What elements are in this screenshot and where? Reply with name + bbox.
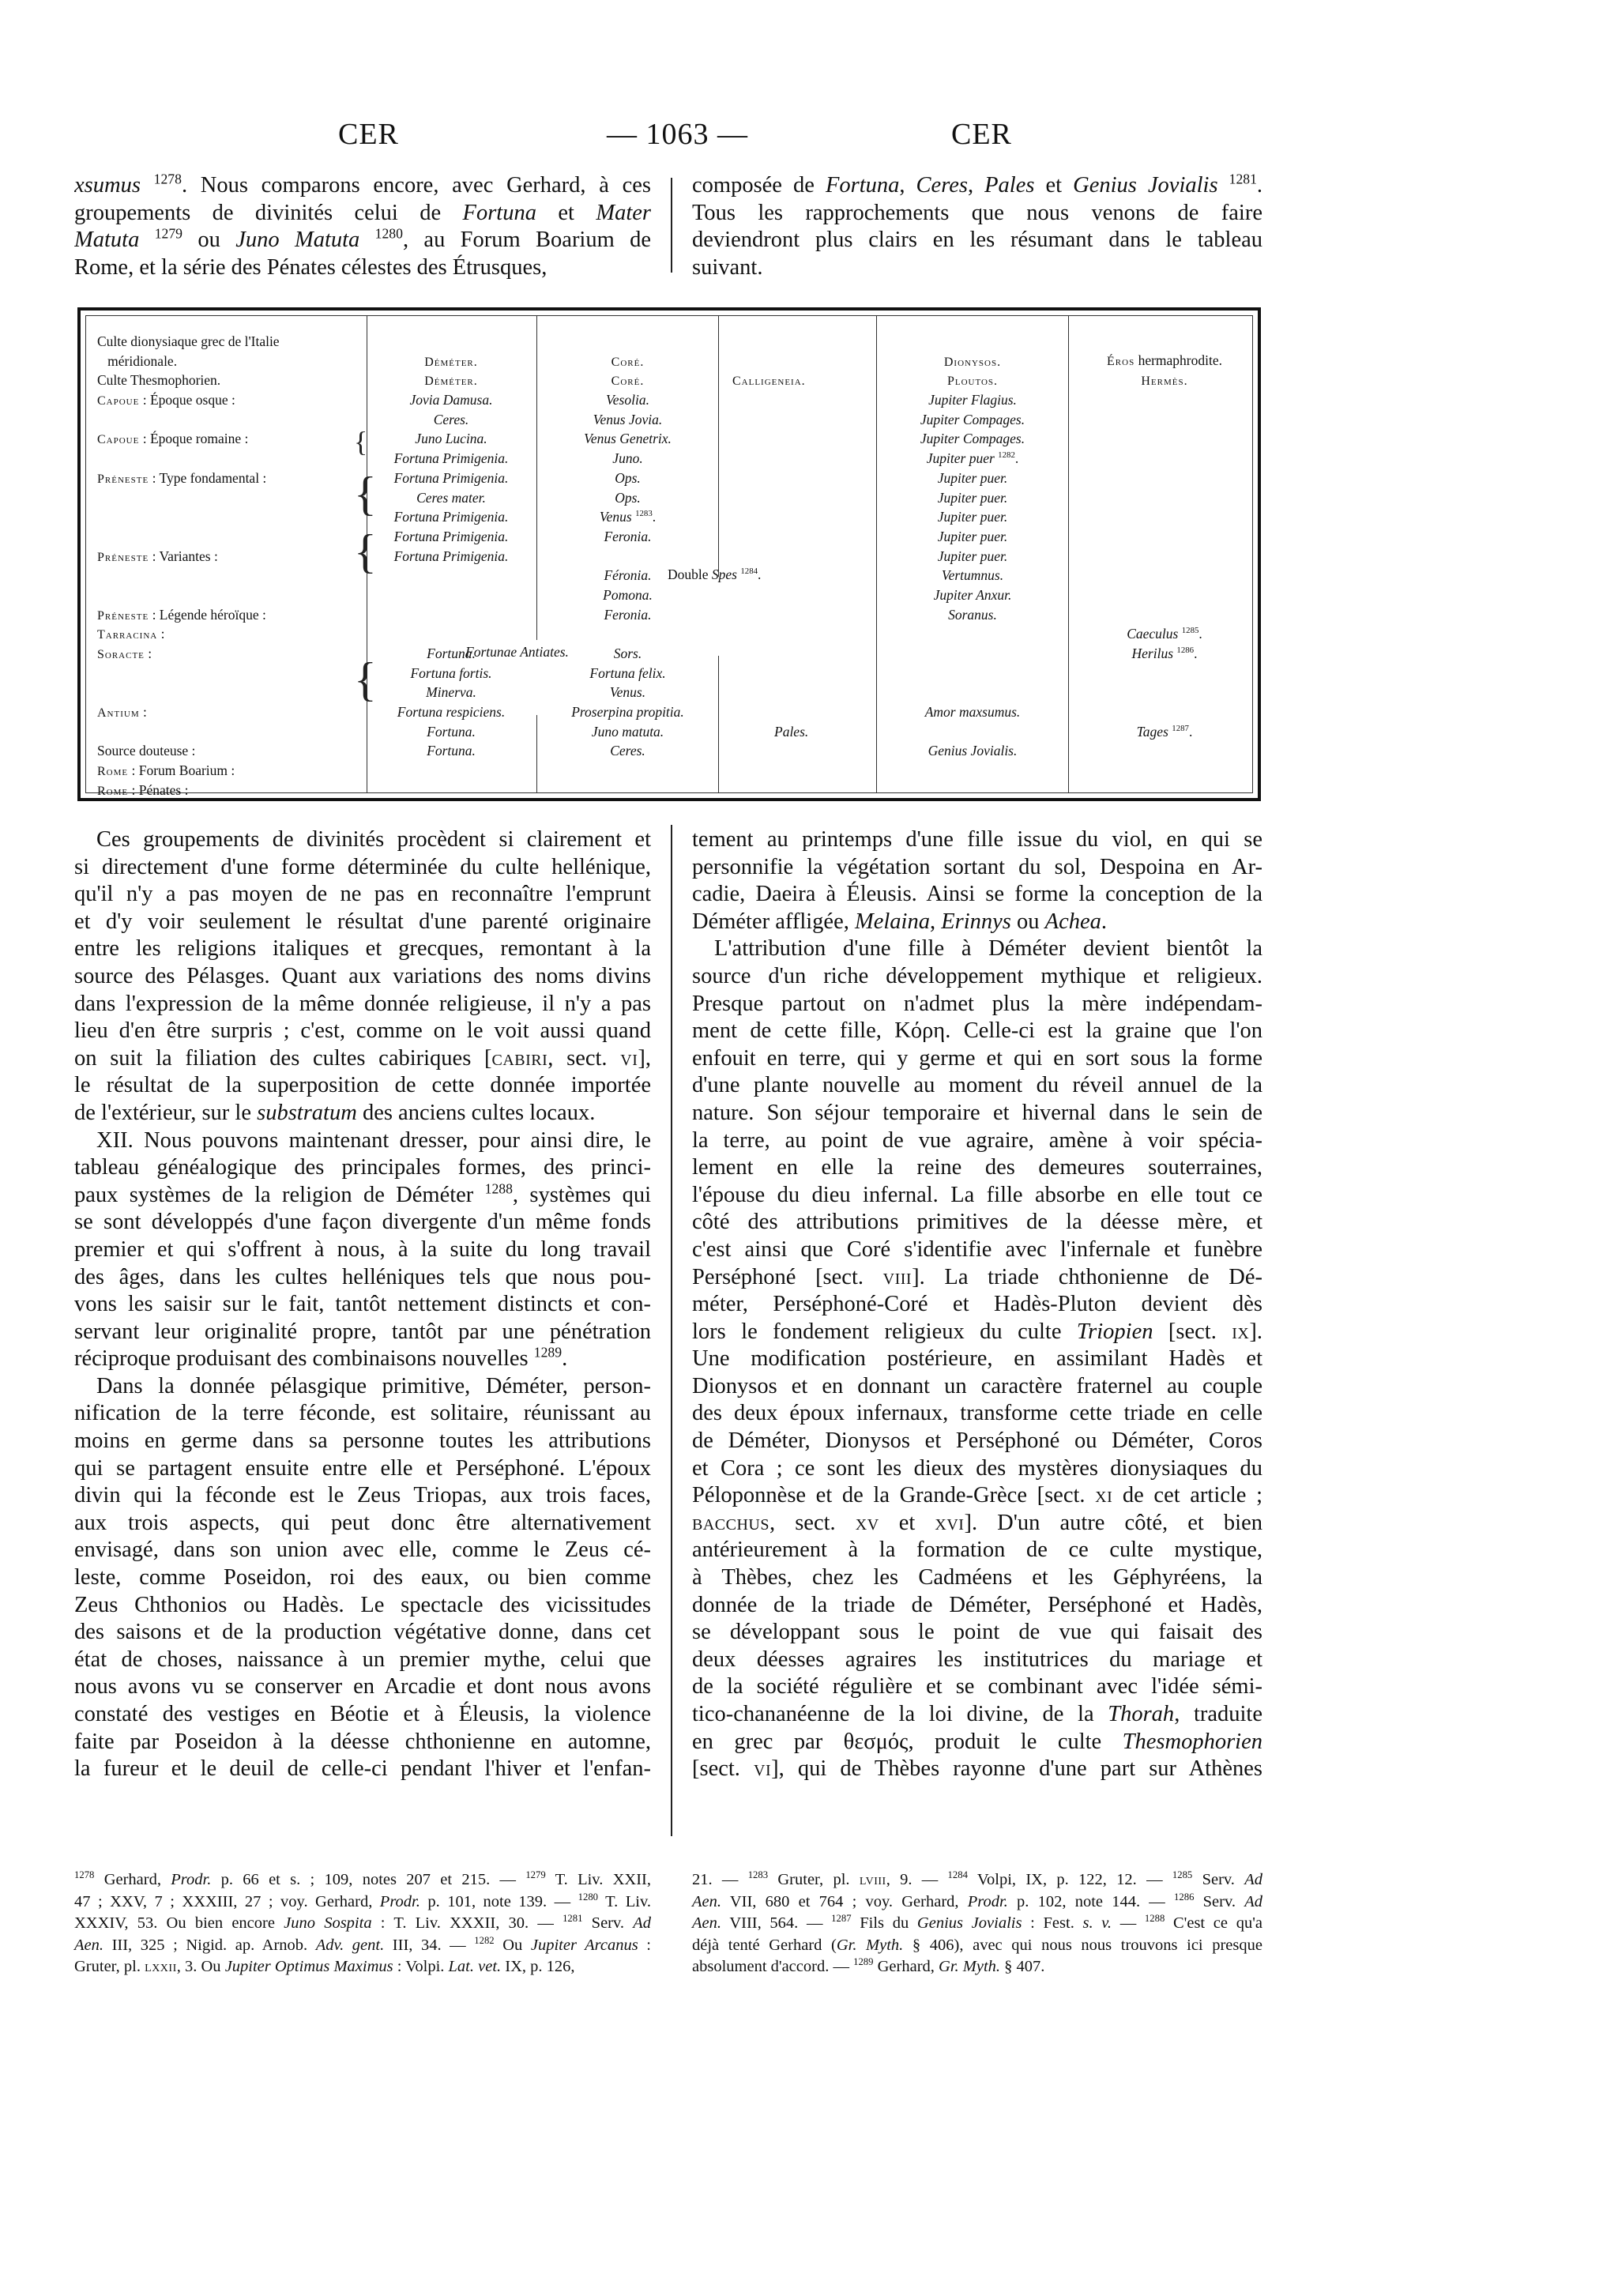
table-dionysos-cell: Jupiter puer.	[937, 489, 1008, 506]
table-dionysos-cell	[882, 683, 1063, 702]
footnote-right-line: absolument d'accord. — $^{1289}$ Gerhard, Gr. Myth. § 407.	[692, 1956, 1045, 1975]
left-column-line: si directement d'une forme déterminée du culte hellénique,	[74, 854, 651, 879]
table-core-cell: Coré.	[611, 375, 645, 389]
table-label-cell	[97, 488, 280, 508]
left-column-line: paux systèmes de la religion de Déméter $^{1288}$, systèmes qui	[74, 1181, 651, 1207]
right-column-line: Péloponnèse et de la Grande-Grèce [sect. xi de cet article ;	[692, 1483, 1262, 1508]
table-core-cell: Juno.	[612, 450, 643, 467]
top-right-line: deviendront plus clairs en les résumant dans le tableau	[692, 228, 1262, 253]
left-column-line: on suit la filiation des cultes cabiriques [cabiri, sect. vi],	[74, 1045, 651, 1071]
right-column-line: Perséphoné [sect. viii]. La triade chthonienne de Dé-	[692, 1264, 1262, 1289]
right-column-line: côté des attributions primitives de la déesse mère, et	[692, 1210, 1262, 1235]
table-dionysos-cell	[882, 644, 1063, 664]
table-demeter-cell: Fortuna Primigenia.	[393, 469, 509, 486]
column-rule-top	[671, 178, 672, 273]
left-column-line: se sont développés d'une façon divergente d'un même fonds	[74, 1210, 651, 1235]
table-dionysos-cell: Ploutos.	[946, 375, 999, 389]
table-demeter-cell	[372, 624, 530, 644]
table-eros-cell: Herilus $^{1286}$.	[1131, 646, 1198, 661]
table-dionysos-cell: Jupiter puer.	[937, 509, 1008, 525]
table-demeter-cell: Fortuna.	[427, 646, 476, 661]
footnote-left-line: $^{1278}$ Gerhard, Prodr. p. 66 et s. ; 109, notes 207 et 215. — $^{1279}$ T. Liv. XXII,	[74, 1869, 651, 1888]
footnotes-left	[74, 1869, 651, 1978]
table-core-cell: Feronia.	[604, 606, 652, 623]
top-right-line: composée de Fortuna, Ceres, Pales et Genius Jovialis $^{1281}$.	[692, 172, 1262, 198]
table-pales: Pales.	[774, 724, 809, 740]
table-dionysos-cell: Jupiter puer $^{1282}$.	[926, 450, 1019, 467]
top-right-line: Tous les rapprochements que nous venons de faire	[692, 200, 1262, 225]
table-rule-3b	[718, 656, 719, 792]
top-left-line: Rome, et la série des Pénates célestes des Étrusques,	[74, 254, 547, 280]
left-column-line: XII. Nous pouvons maintenant dresser, pour ainsi dire, le	[96, 1127, 651, 1153]
right-column-line: se développant sous le point de vue qui faisait des	[692, 1620, 1262, 1645]
table-demeter-cell: Déméter.	[424, 355, 478, 369]
table-demeter-cell: Déméter.	[424, 375, 478, 389]
table-label-cell: Préneste : Légende héroïque :	[97, 606, 266, 623]
left-column-line: moins en germe dans sa personne toutes les attributions	[74, 1428, 651, 1454]
right-column-line: lement en elle la reine des demeures souterraines,	[692, 1155, 1262, 1180]
table-label-cell	[97, 507, 280, 527]
right-column-text	[692, 826, 1262, 1783]
left-column-line: leste, comme Poseidon, roi des eaux, ou bien comme	[74, 1565, 651, 1590]
table-label-cell	[97, 585, 280, 605]
table-dionysos-cell	[882, 624, 1063, 644]
right-column-line: et Cora ; ce sont les dieux des mystères dionysiaques du	[692, 1455, 1262, 1481]
right-column-line: Presque partout on n'admet plus la mère indépendam-	[692, 991, 1262, 1016]
right-column-line: antérieurement à la formation de ce culte mystique,	[692, 1538, 1262, 1563]
top-left-line: xsumus $^{1278}$. Nous comparons encore, avec Gerhard, à ces	[74, 172, 651, 198]
right-column-line: lors le fondement religieux du culte Triopien [sect. ix].	[692, 1319, 1262, 1344]
table-dionysos-cell: Jupiter puer.	[937, 469, 1008, 486]
table-label-cell: Capoue : Époque osque :	[97, 392, 235, 408]
left-column-line: premier et qui s'offrent à nous, à la suite du long travail	[74, 1236, 651, 1262]
left-column-line: dans l'expression de la même donnée religieuse, il n'y a pas	[74, 991, 651, 1016]
right-column-line: L'attribution d'une fille à Déméter devient bientôt la	[714, 936, 1262, 962]
footnote-right-line: 21. — $^{1283}$ Gruter, pl. lviii, 9. — $^{1284}$ Volpi, IX, p. 122, 12. — $^{1285}$ Serv. Ad	[692, 1869, 1262, 1888]
table-demeter-cell: Fortuna respiciens.	[397, 704, 506, 721]
table-label-cell	[97, 527, 280, 547]
left-column-line: le résultat de la superposition de cette donnée importée	[74, 1073, 651, 1098]
table-dionysos-cell	[882, 332, 1063, 352]
right-column-line: méter, Perséphoné-Coré et Hadès-Pluton devient dès	[692, 1292, 1262, 1317]
table-core-cell: Sors.	[613, 646, 642, 661]
table-label-cell: Source douteuse :	[97, 743, 196, 759]
running-head-right: CER	[951, 118, 1012, 151]
table-dionysos-cell: Genius Jovialis.	[928, 743, 1018, 759]
table-double-spes: Double Spes $^{1284}$.	[668, 566, 762, 582]
table-core-cell: Venus Genetrix.	[584, 431, 672, 447]
table-core-cell: Fortuna felix.	[589, 664, 666, 681]
table-eros-cell: Éros hermaphrodite.	[1107, 352, 1222, 368]
right-column-line: donnée de la triade de Déméter, Perséphoné et Hadès,	[692, 1592, 1262, 1617]
left-column-line: vons les saisir sur le fait, tantôt nettement distincts et con-	[74, 1292, 651, 1317]
right-column-line: de la société régulière et se combinant avec l'idée sémi-	[692, 1674, 1262, 1699]
table-label-cell: Capoue : Époque romaine :	[97, 431, 249, 447]
footnote-right-line: déjà tenté Gerhard (Gr. Myth. § 406), avec qui nous nous trouvons ici presque	[692, 1936, 1262, 1954]
table-calligeneia: Calligeneia.	[732, 375, 806, 388]
table-core-cell: Proserpina propitia.	[571, 704, 684, 721]
table-demeter-cell: Fortuna fortis.	[410, 664, 492, 681]
table-demeter-cell	[372, 332, 530, 352]
table-label-cell: Soracte :	[97, 646, 152, 661]
right-column-line: des deux époux infernaux, transforme cette triade en celle	[692, 1401, 1262, 1426]
table-core-cell	[543, 624, 713, 644]
footnote-left-line: Aen. III, 325 ; Nigid. ap. Arnob. Adv. gent. III, 34. — $^{1282}$ Ou Jupiter Arcanus :	[74, 1934, 651, 1954]
table-label-cell: Rome : Pénates :	[97, 781, 189, 798]
table-label-cell	[97, 722, 280, 742]
table-dionysos-cell: Jupiter Compages.	[920, 411, 1025, 427]
right-column-line: tico-chananéenne de la loi divine, de la Thorah, traduite	[692, 1702, 1262, 1726]
table-core-cell: Ceres.	[610, 743, 645, 759]
right-column-line: cadie, Daeira à Éleusis. Ainsi se forme la conception de la	[692, 882, 1262, 907]
table-fortunae-antiates: Fortunae Antiates.	[465, 644, 569, 660]
table-label-cell: Préneste : Variantes :	[97, 548, 218, 564]
left-column-text	[74, 826, 651, 1783]
table-demeter-cell: Fortuna Primigenia.	[393, 528, 509, 544]
table-label-cell	[97, 566, 280, 585]
left-column-line: des saisons et de la production végétative donne, dans cet	[74, 1620, 651, 1645]
table-core-cell: Pomona.	[603, 586, 653, 603]
table-eros-cell	[1074, 332, 1255, 352]
footnotes-right	[692, 1869, 1262, 1978]
left-column-line: nous avons vu se conserver en Arcadie et dont nous avons	[74, 1674, 651, 1699]
table-label-cell	[97, 664, 280, 683]
table-dionysos-cell: Jupiter puer.	[937, 528, 1008, 544]
left-column-line: de l'extérieur, sur le substratum des anciens cultes locaux.	[74, 1100, 596, 1125]
left-column-line: divin qui la féconde est le Zeus Triopas, aux trois faces,	[74, 1483, 651, 1508]
page-number: — 1063 —	[607, 118, 748, 151]
table-core-cell: Juno matuta.	[591, 723, 664, 740]
left-column-line: source des Pélasges. Quant aux variations des noms divins	[74, 963, 651, 988]
right-column-line: Déméter affligée, Melaina, Erinnys ou Achea.	[692, 909, 1107, 934]
table-demeter-cell: Fortuna Primigenia.	[393, 548, 509, 564]
table-dionysos-cell: Jupiter Flagius.	[928, 392, 1017, 408]
table-core-cell: Coré.	[611, 355, 645, 369]
right-column-line: de Déméter, Dionysos et Perséphoné ou Déméter, Coros	[692, 1428, 1262, 1454]
left-column-line: et d'y voir seulement le résultat d'une parenté originaire	[74, 909, 651, 934]
table-eros-cell: Tages $^{1287}$.	[1136, 724, 1193, 740]
left-column-line: qu'il n'y a pas moyen de ne pas en reconnaître l'emprunt	[74, 882, 651, 907]
right-column-line: source d'un riche développement mythique et religieux.	[692, 963, 1262, 988]
left-column-line: nification de la terre féconde, est solitaire, réunissant au	[74, 1401, 651, 1426]
table-demeter-cell: Fortuna.	[427, 743, 476, 759]
footnote-left-line: 47 ; XXV, 7 ; XXXIII, 27 ; voy. Gerhard, Prodr. p. 101, note 139. — $^{1280}$ T. Liv.	[74, 1891, 651, 1910]
left-column-line: servant leur originalité propre, tantôt par une pénétration	[74, 1319, 651, 1344]
right-column-line: ment de cette fille, Κόρη. Celle-ci est la graine que l'on	[692, 1018, 1262, 1044]
table-label-cell: Préneste : Type fondamental :	[97, 469, 267, 486]
deity-table-inner-frame	[85, 315, 1253, 798]
right-column-line: deux déesses agraires les institutrices du mariage et	[692, 1647, 1262, 1672]
table-label-cell: Rome : Forum Boarium :	[97, 762, 235, 779]
right-column-line: d'une plante nouvelle au moment du réveil annuel de la	[692, 1073, 1262, 1098]
table-core-cell	[543, 332, 713, 352]
left-column-line: Ces groupements de divinités procèdent si clairement et	[96, 827, 651, 852]
table-dionysos-cell: Amor maxsumus.	[924, 704, 1021, 721]
left-column-line: tableau généalogique des principales formes, des princi-	[74, 1155, 651, 1180]
left-column-line: qui se partagent ensuite entre elle et Perséphoné. L'époux	[74, 1455, 651, 1481]
right-column-line: la terre, au point de vue agraire, amène à voir spécia-	[692, 1127, 1262, 1153]
table-demeter-cell: Juno Lucina.	[415, 431, 487, 447]
table-core-cell: Ops.	[615, 489, 641, 506]
right-column-line: tement au printemps d'une fille issue du viol, en qui se	[692, 827, 1262, 852]
brace-3: {	[354, 525, 377, 578]
table-rule-5	[1068, 316, 1069, 792]
table-row-labels	[97, 332, 280, 800]
running-head-left: CER	[338, 118, 399, 151]
table-label-cell: méridionale.	[97, 352, 178, 369]
table-dionysos-cell	[882, 664, 1063, 683]
left-column-line: état de choses, naissance à un premier mythe, celui que	[74, 1647, 651, 1672]
left-column-line: envisagé, dans son union avec elle, comme le Zeus cé-	[74, 1538, 651, 1563]
right-column-line: Dionysos et en donnant un caractère fraternel au couple	[692, 1373, 1262, 1398]
table-column-demeter	[372, 332, 530, 761]
table-core-cell: Ops.	[615, 469, 641, 486]
deity-table	[77, 307, 1261, 801]
table-dionysos-cell: Soranus.	[948, 606, 997, 623]
brace-4: {	[354, 653, 377, 706]
left-column-line: faite par Poseidon à la déesse chthonienne en automne,	[74, 1729, 651, 1754]
table-rule-2	[536, 316, 537, 640]
table-label-cell	[97, 683, 280, 702]
table-demeter-cell: Ceres.	[433, 411, 469, 427]
table-label-cell: Culte dionysiaque grec de l'Italie	[97, 333, 280, 349]
table-dionysos-cell: Dionysos.	[943, 355, 1002, 369]
brace-1: {	[354, 426, 368, 457]
footnote-right-line: Aen. VII, 680 et 764 ; voy. Gerhard, Prodr. p. 102, note 144. — $^{1286}$ Serv. Ad	[692, 1891, 1262, 1910]
left-column-line: entre les religions italiques et grecques, remontant à la	[74, 936, 651, 962]
table-demeter-cell: Fortuna Primigenia.	[393, 509, 509, 525]
table-label-cell: Antium :	[97, 704, 147, 721]
left-column-line: des âges, dans les cultes helléniques tels que nous pou-	[74, 1264, 651, 1289]
table-dionysos-cell: Vertumnus.	[941, 567, 1004, 584]
table-dionysos-cell: Jupiter Compages.	[920, 431, 1025, 447]
table-core-cell: Vesolia.	[606, 392, 649, 408]
left-column-line: Zeus Chthonios ou Hadès. Le spectacle des vicissitudes	[74, 1592, 651, 1617]
table-core-cell: Venus.	[609, 684, 646, 701]
right-column-line: l'épouse du dieu infernal. La fille absorbe en elle tout ce	[692, 1182, 1262, 1207]
table-demeter-cell	[372, 566, 530, 585]
left-column-line: constaté des vestiges en Béotie et à Éleusis, la violence	[74, 1702, 651, 1726]
column-rule	[671, 825, 672, 1836]
right-column-line: Une modification postérieure, en assimilant Hadès et	[692, 1346, 1262, 1372]
top-right-paragraph	[692, 172, 1262, 281]
table-rule-3	[718, 316, 719, 577]
left-column-line: lieu d'en être surpris ; c'est, comme on le voit aussi quand	[74, 1018, 651, 1044]
left-column-line: réciproque produisant des combinaisons nouvelles $^{1289}$.	[74, 1346, 568, 1372]
table-dionysos-cell: Jupiter puer.	[937, 548, 1008, 564]
footnote-left-line: XXXIV, 53. Ou bien encore Juno Sospita : T. Liv. XXXII, 30. — $^{1281}$ Serv. Ad	[74, 1913, 652, 1932]
table-demeter-cell: Fortuna.	[427, 723, 476, 740]
footnote-right-line: Aen. VIII, 564. — $^{1287}$ Fils du Genius Jovialis : Fest. s. v. — $^{1288}$ C'est ce qu'a	[692, 1913, 1262, 1932]
table-demeter-cell: Minerva.	[426, 684, 476, 701]
top-left-line: Matuta $^{1279}$ ou Juno Matuta $^{1280}$, au Forum Boarium de	[74, 227, 651, 253]
left-column-line: aux trois aspects, qui peut donc être alternativement	[74, 1510, 651, 1535]
table-label-cell: Tarracina :	[97, 626, 165, 642]
table-dionysos-cell	[882, 722, 1063, 742]
left-column-line: Dans la donnée pélasgique primitive, Déméter, person-	[96, 1373, 651, 1398]
table-demeter-cell: Ceres mater.	[416, 489, 486, 506]
top-left-line: groupements de divinités celui de Fortuna et Mater	[74, 200, 651, 225]
top-left-paragraph	[74, 172, 651, 281]
top-right-line: suivant.	[692, 254, 763, 280]
table-demeter-cell	[372, 605, 530, 625]
table-rule-4	[876, 316, 877, 792]
table-column-dionysos	[882, 332, 1063, 761]
table-demeter-cell	[372, 585, 530, 605]
right-column-line: enfouit en terre, qui y germe et qui en sort sous la forme	[692, 1045, 1262, 1071]
table-label-cell	[97, 449, 280, 469]
table-label-cell	[97, 410, 280, 430]
right-column-line: à Thèbes, chez les Cadméens et les Géphyréens, la	[692, 1565, 1262, 1590]
table-demeter-cell: Jovia Damusa.	[409, 392, 493, 408]
table-core-cell: Feronia.	[604, 528, 652, 544]
right-column-line: personnifie la végétation sortant du sol, Despoina en Ar-	[692, 854, 1262, 879]
table-core-cell	[543, 547, 713, 566]
table-demeter-cell: Fortuna Primigenia.	[393, 450, 509, 467]
table-rule-2b	[536, 715, 537, 792]
right-column-line: en grec par θεσμός, produit le culte Thesmophorien	[692, 1729, 1262, 1754]
table-core-cell: Venus $^{1283}$.	[599, 509, 657, 525]
table-eros-cell: Caeculus $^{1285}$.	[1127, 626, 1202, 642]
table-dionysos-cell: Jupiter Anxur.	[933, 586, 1012, 603]
table-column-core	[543, 332, 713, 761]
table-label-cell: Culte Thesmophorien.	[97, 372, 221, 389]
table-eros-cell: Hermès.	[1141, 375, 1188, 388]
right-column-line: nature. Son séjour temporaire et hivernal dans le sein de	[692, 1100, 1262, 1125]
brace-2: {	[354, 468, 377, 520]
footnote-left-line: Gruter, pl. lxxii, 3. Ou Jupiter Optimus Maximus : Volpi. Lat. vet. IX, p. 126,	[74, 1958, 575, 1975]
table-core-cell: Venus Jovia.	[593, 411, 663, 427]
right-column-line: c'est ainsi que Coré s'identifie avec l'infernale et funèbre	[692, 1236, 1262, 1262]
right-column-line: [sect. vi], qui de Thèbes rayonne d'une part sur Athènes	[692, 1756, 1262, 1782]
table-core-cell: Féronia.	[604, 567, 652, 584]
right-column-line: bacchus, sect. xv et xvi]. D'un autre côté, et bien	[692, 1510, 1262, 1535]
left-column-line: la fureur et le deuil de celle-ci pendant l'hiver et l'enfan-	[74, 1756, 651, 1782]
